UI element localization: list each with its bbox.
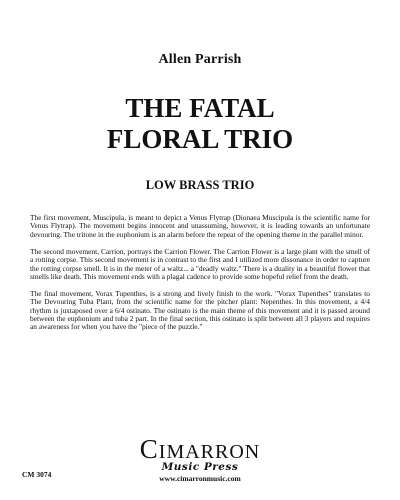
publisher-logo <box>0 436 400 482</box>
title-line-2: FLORAL TRIO <box>106 124 294 154</box>
program-notes <box>30 214 370 340</box>
program-note-paragraph-1: The first movement, Muscipula, is meant to depict a Venus Flytrap (Dionaea Muscipula is the scientific name for Venus Flytrap). The movement begins innocent and unassuming, however, it is leading towards an unfortunate devouring. The tritone in the euphonium is an alarm before the repeat of the opening theme in the parallel minor. <box>30 213 370 239</box>
publisher-url: www.cimarronmusic.com <box>159 473 241 483</box>
composer-name: Allen Parrish <box>158 52 242 67</box>
instrumentation-subtitle: LOW BRASS TRIO <box>145 178 255 192</box>
page-title <box>0 93 400 155</box>
title-line-1: THE FATAL <box>125 93 275 123</box>
publisher-name-initial: C <box>139 434 159 464</box>
publisher-name-rest: IMARRON <box>158 441 261 463</box>
publisher-name <box>140 436 260 463</box>
program-note-paragraph-2: The second movement, Carrion, portrays the Carrion Flower. The Carrion Flower is a large plant with the smell of a rotting corpse. This second movement is in contrast to the first and I utilized more dissonance in order to capture the rotting corpse smell. It is in the meter of a waltz... a "deadly waltz." There is a duality in a beautiful flower that smells like death. This movement ends with a plagal cadence to provide some hopeful relief from the death. <box>30 246 370 281</box>
catalog-number: CM 3074 <box>22 470 52 479</box>
program-note-paragraph-3: The final movement, Vorax Tupenthes, is a strong and lively finish to the work. "Vorax Tupenthes" translates to The Devouring Tuba Plant, from the scientific name for the pitcher plant: Nepenthes. In this movement, a 4/4 rhythm is juxtaposed over a 6/4 ostinato. The ostinato is the main theme of this movement and it is passed around between the euphonium and tuba 2 part. In the final section, this ostinato is split between all 3 players and requires an awareness for when you have the "piece of the puzzle." <box>30 288 370 332</box>
publisher-tagline: Music Press <box>161 461 239 473</box>
